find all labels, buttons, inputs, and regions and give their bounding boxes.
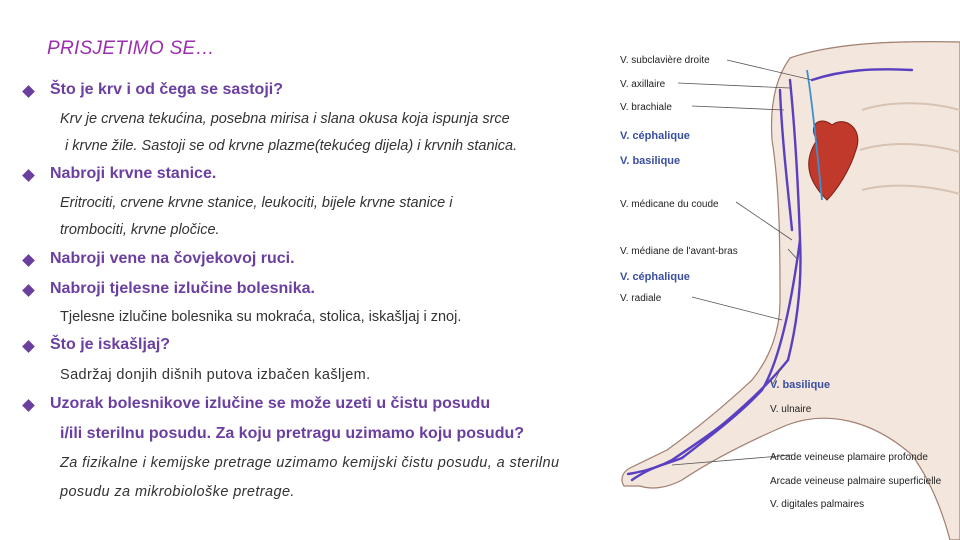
page-title: PRISJETIMO SE… [47, 38, 215, 59]
answer-2-line-2: trombociti, krvne pločice. [60, 222, 220, 238]
vein-label: V. subclavière droite [620, 55, 710, 66]
vein-label: V. céphalique [620, 271, 690, 283]
vein-label: V. médiane de l'avant-bras [620, 246, 738, 257]
answer-4-line-1: Tjelesne izlučine bolesnika su mokraća, stolica, iskašljaj i znoj. [60, 309, 462, 325]
bullet-icon [22, 254, 35, 267]
question-4: Nabroji tjelesne izlučine bolesnika. [50, 280, 315, 297]
answer-2-line-1: Eritrociti, crvene krvne stanice, leukociti, bijele krvne stanice i [60, 195, 453, 211]
question-6-line-2: i/ili sterilnu posudu. Za koju pretragu uzimamo koju posudu? [60, 425, 525, 442]
vein-label: V. basilique [770, 379, 831, 391]
bullet-icon [22, 340, 35, 353]
answer-6-line-2: posudu za mikrobiološke pretrage. [60, 484, 295, 500]
vein-label: V. digitales palmaires [770, 499, 865, 510]
question-1: Što je krv i od čega se sastoji? [50, 81, 283, 98]
vein-label: V. axillaire [620, 79, 666, 90]
vein-label: Arcade veineuse plamaire profonde [770, 452, 928, 463]
bullet-icon [22, 169, 35, 182]
vein-label: V. brachiale [620, 102, 672, 113]
bullet-icon [22, 85, 35, 98]
bullet-icon [22, 399, 35, 412]
vein-label: V. basilique [620, 155, 681, 167]
arm-veins-illustration [612, 40, 960, 540]
vein-label: V. médicane du coude [620, 199, 719, 210]
vein-label: V. ulnaire [770, 404, 812, 415]
answer-5-line-1: Sadržaj donjih dišnih putova izbačen kašljem. [60, 367, 371, 383]
answer-1-line-2: i krvne žile. Sastoji se od krvne plazme(tekućeg dijela) i krvnih stanica. [65, 138, 518, 154]
bullet-icon [22, 284, 35, 297]
vein-label: V. radiale [620, 293, 662, 304]
question-2: Nabroji krvne stanice. [50, 165, 217, 182]
vein-label: Arcade veineuse palmaire superficielle [770, 476, 942, 487]
question-6-line-1: Uzorak bolesnikove izlučine se može uzeti u čistu posudu [50, 395, 491, 412]
question-5: Što je iskašljaj? [50, 336, 171, 353]
answer-1-line-1: Krv je crvena tekućina, posebna mirisa i slana okusa koja ispunja srce [60, 111, 510, 127]
question-3: Nabroji vene na čovjekovoj ruci. [50, 250, 295, 267]
vein-label: V. céphalique [620, 130, 690, 142]
answer-6-line-1: Za fizikalne i kemijske pretrage uzimamo kemijski čistu posudu, a sterilnu [60, 455, 560, 471]
